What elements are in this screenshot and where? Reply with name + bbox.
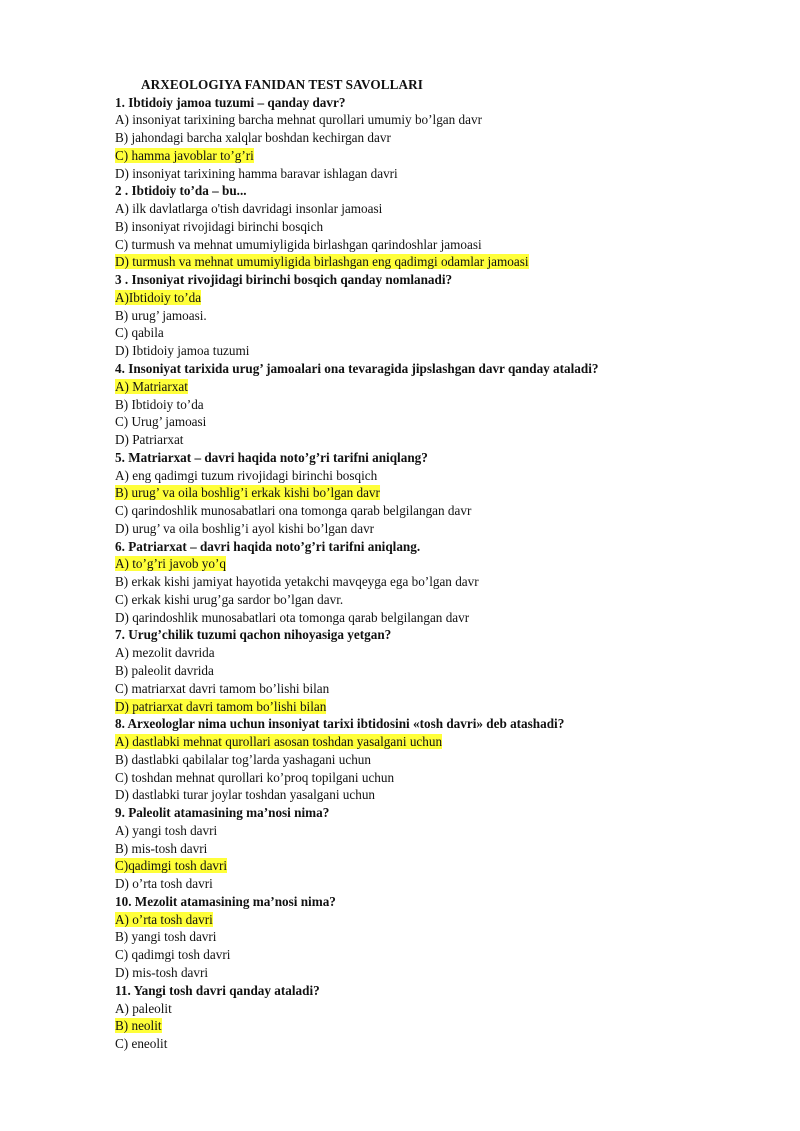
- question-heading: 10. Mezolit atamasining ma’nosi nima?: [115, 893, 336, 909]
- question-heading: 8. Arxeologlar nima uchun insoniyat tarixi ibtidosini «tosh davri» deb atashadi?: [115, 716, 565, 732]
- answer-option-correct: [115, 253, 735, 271]
- answer-option: [115, 786, 735, 804]
- option-text: D) mis-tosh davri: [115, 965, 209, 981]
- answer-option-correct: [115, 289, 735, 307]
- option-text: C)qadimgi tosh davri: [115, 858, 228, 874]
- answer-option: [115, 644, 735, 662]
- answer-option-correct: [115, 698, 735, 716]
- answer-option: [115, 964, 735, 982]
- option-text: B) urug’ jamoasi.: [115, 307, 207, 323]
- option-text: A) Matriarxat: [115, 378, 188, 394]
- option-text: A)Ibtidoiy to’da: [115, 289, 202, 305]
- option-text: C) hamma javoblar to’g’ri: [115, 147, 254, 163]
- answer-option: [115, 218, 735, 236]
- option-text: A) o’rta tosh davri: [115, 911, 213, 927]
- answer-option: [115, 111, 735, 129]
- option-text: A) dastlabki mehnat qurollari asosan toshdan yasalgani uchun: [115, 734, 443, 750]
- option-text: B) neolit: [115, 1018, 162, 1034]
- answer-option-correct: [115, 378, 735, 396]
- option-text: C) toshdan mehnat qurollari ko’proq topilgani uchun: [115, 769, 395, 785]
- question-heading: 1. Ibtidoiy jamoa tuzumi – qanday davr?: [115, 94, 346, 110]
- answer-option-correct: [115, 484, 735, 502]
- answer-option-correct: [115, 555, 735, 573]
- question-heading: 7. Urug’chilik tuzumi qachon nihoyasiga yetgan?: [115, 627, 392, 643]
- option-text: C) matriarxat davri tamom bo’lishi bilan: [115, 680, 330, 696]
- option-text: B) insoniyat rivojidagi birinchi bosqich: [115, 218, 324, 234]
- option-text: D) Ibtidoiy jamoa tuzumi: [115, 343, 250, 359]
- answer-option: [115, 467, 735, 485]
- answer-option: [115, 413, 735, 431]
- option-text: C) qabila: [115, 325, 164, 341]
- answer-option: [115, 520, 735, 538]
- question-heading: 4. Insoniyat tarixida urug’ jamoalari ona tevaragida jipslashgan davr qanday ataladi?: [115, 360, 599, 376]
- option-text: B) jahondagi barcha xalqlar boshdan kechirgan davr: [115, 130, 391, 146]
- option-text: D) urug’ va oila boshlig’i ayol kishi bo’lgan davr: [115, 520, 375, 536]
- question-heading: 6. Patriarxat – davri haqida noto’g’ri tarifni aniqlang.: [115, 538, 421, 554]
- option-text: C) qadimgi tosh davri: [115, 947, 231, 963]
- option-text: B) Ibtidoiy to’da: [115, 396, 204, 412]
- answer-option: [115, 609, 735, 627]
- option-text: D) turmush va mehnat umumiyligida birlashgan eng qadimgi odamlar jamoasi: [115, 254, 529, 270]
- option-text: B) dastlabki qabilalar tog’larda yashagani uchun: [115, 751, 371, 767]
- answer-option: [115, 236, 735, 254]
- answer-option: [115, 822, 735, 840]
- answer-option: [115, 840, 735, 858]
- option-text: A) to’g’ri javob yo’q: [115, 556, 226, 572]
- option-text: D) Patriarxat: [115, 432, 184, 448]
- answer-option: [115, 502, 735, 520]
- option-text: B) mis-tosh davri: [115, 840, 208, 856]
- answer-option: [115, 928, 735, 946]
- answer-option: [115, 342, 735, 360]
- question-heading: 9. Paleolit atamasining ma’nosi nima?: [115, 805, 330, 821]
- option-text: A) insoniyat tarixining barcha mehnat qurollari umumiy bo’lgan davr: [115, 112, 482, 128]
- option-text: A) mezolit davrida: [115, 645, 215, 661]
- option-text: C) erkak kishi urug’ga sardor bo’lgan davr.: [115, 591, 344, 607]
- option-text: D) patriarxat davri tamom bo’lishi bilan: [115, 698, 327, 714]
- answer-option: [115, 573, 735, 591]
- answer-option: [115, 129, 735, 147]
- answer-option-correct: [115, 1017, 735, 1035]
- option-text: D) o’rta tosh davri: [115, 876, 213, 892]
- option-text: D) dastlabki turar joylar toshdan yasalgani uchun: [115, 787, 376, 803]
- option-text: A) ilk davlatlarga o'tish davridagi insonlar jamoasi: [115, 201, 383, 217]
- question-heading: 2 . Ibtidoiy to’da – bu...: [115, 183, 247, 199]
- answer-option: [115, 946, 735, 964]
- answer-option: [115, 1000, 735, 1018]
- option-text: C) Urug’ jamoasi: [115, 414, 207, 430]
- answer-option: [115, 307, 735, 325]
- answer-option: [115, 396, 735, 414]
- option-text: B) urug’ va oila boshlig’i erkak kishi bo’lgan davr: [115, 485, 380, 501]
- answer-option: [115, 324, 735, 342]
- answer-option-correct: [115, 733, 735, 751]
- answer-option-correct: [115, 147, 735, 165]
- document-title: ARXEOLOGIYA FANIDAN TEST SAVOLLARI: [141, 77, 423, 92]
- answer-option-correct: [115, 911, 735, 929]
- answer-option: [115, 200, 735, 218]
- option-text: B) erkak kishi jamiyat hayotida yetakchi mavqeyga ega bo’lgan davr: [115, 574, 479, 590]
- answer-option: [115, 1035, 735, 1053]
- option-text: D) qarindoshlik munosabatlari ota tomonga qarab belgilangan davr: [115, 609, 470, 625]
- answer-option: [115, 165, 735, 183]
- answer-option-correct: [115, 857, 735, 875]
- option-text: A) yangi tosh davri: [115, 822, 218, 838]
- answer-option: [115, 662, 735, 680]
- option-text: C) eneolit: [115, 1036, 168, 1052]
- question-heading: 11. Yangi tosh davri qanday ataladi?: [115, 982, 320, 998]
- answer-option: [115, 591, 735, 609]
- answer-option: [115, 769, 735, 787]
- answer-option: [115, 751, 735, 769]
- answer-option: [115, 680, 735, 698]
- option-text: A) paleolit: [115, 1000, 172, 1016]
- question-list: [115, 94, 735, 1053]
- option-text: B) paleolit davrida: [115, 663, 214, 678]
- option-text: A) eng qadimgi tuzum rivojidagi birinchi bosqich: [115, 467, 378, 483]
- option-text: C) qarindoshlik munosabatlari ona tomonga qarab belgilangan davr: [115, 503, 472, 519]
- option-text: C) turmush va mehnat umumiyligida birlashgan qarindoshlar jamoasi: [115, 236, 482, 252]
- answer-option: [115, 431, 735, 449]
- question-heading: 5. Matriarxat – davri haqida noto’g’ri tarifni aniqlang?: [115, 449, 428, 465]
- answer-option: [115, 875, 735, 893]
- question-heading: 3 . Insoniyat rivojidagi birinchi bosqich qanday nomlanadi?: [115, 272, 453, 288]
- option-text: D) insoniyat tarixining hamma baravar ishlagan davri: [115, 165, 398, 181]
- option-text: B) yangi tosh davri: [115, 929, 217, 945]
